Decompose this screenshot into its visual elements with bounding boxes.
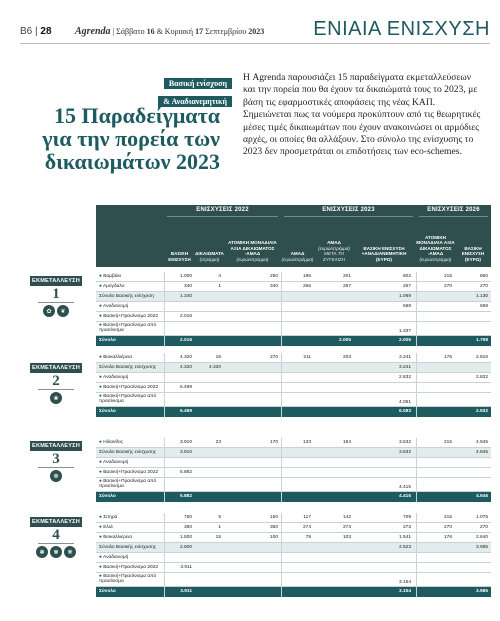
table-cell: 267 <box>402 284 411 289</box>
table-cell: 2.600 <box>179 545 192 550</box>
table-cell: 4.320 <box>208 365 221 370</box>
row-label-text: Ηλίανθος <box>103 440 123 445</box>
row-label <box>99 314 158 319</box>
farm-block <box>96 353 491 417</box>
table-cell: 270 <box>479 525 488 530</box>
row-label-text: Βασική+Πρασίνισμα 2022 <box>103 314 159 319</box>
row-label-text: Αναδιανομή <box>102 460 129 465</box>
bullet-icon: ● <box>99 394 104 399</box>
table-row <box>96 302 491 312</box>
column-divider <box>281 438 282 502</box>
row-label-text: Σύνολο <box>99 589 116 594</box>
row-label <box>99 284 124 289</box>
row-label-text: Σύνολο Βασικής ενίσχυση <box>99 294 154 299</box>
row-label <box>99 545 156 550</box>
table-cell: 215 <box>443 515 452 520</box>
table-cell: 3.911 <box>180 565 192 570</box>
row-label-text: Σιτηρά <box>103 515 118 520</box>
column-header-label: ΑΜΑΔ <box>290 251 305 257</box>
row-label-text: Αμύγδαλο <box>102 284 125 289</box>
farm-number: 4 <box>52 527 60 543</box>
row-label-text: Βαμβάκι <box>103 274 121 279</box>
table-cell: 5.882 <box>179 470 192 475</box>
table-cell: 1 <box>218 284 221 289</box>
row-label-text: Βιοκαλλιέρεια <box>103 355 132 360</box>
bullet-icon: ● <box>99 323 104 328</box>
column-header-label: ΑΤΟΜΙΚΗ ΜΟΝΑΔΙΑΙΑ ΑΞΙΑ ΔΙΚΑΙΩΜΑΤΟΣ -ΑΜΑΔ <box>416 234 455 257</box>
table-cell: 2.016 <box>179 314 192 319</box>
column-header <box>455 218 491 266</box>
table-cell: 3.154 <box>398 580 411 585</box>
table-cell: 16 <box>215 355 221 360</box>
column-header <box>354 218 414 266</box>
bullet-icon: ● <box>99 460 103 465</box>
table-cell: 3.241 <box>398 365 411 370</box>
table-cell: 340 <box>183 284 192 289</box>
total-row <box>96 336 491 346</box>
table-cell: 6.499 <box>179 385 192 390</box>
subtotal-row <box>96 448 491 458</box>
bullet-icon: ● <box>99 574 104 579</box>
row-label-text: Σύνολο Βασικής ενίσχυσης <box>99 545 157 550</box>
column-divider <box>416 513 417 597</box>
farm-label: ΕΚΜΕΤΑΛΛΕΥΣΗ <box>30 517 82 527</box>
bullet-icon: ● <box>99 385 104 390</box>
column-header-unit: (ευρώ/στρέμμα) <box>236 256 269 262</box>
table-row <box>96 438 491 448</box>
total-row <box>96 587 491 597</box>
column-divider <box>281 272 282 346</box>
section-title: ΕΝΙΑΙΑ ΕΝΙΣΧΥΣΗ <box>313 18 490 40</box>
table-cell: 273 <box>342 525 351 530</box>
row-label-text: Βασική+Πρασίνισμα 2022 <box>103 470 159 475</box>
table-cell: 1.130 <box>475 294 488 299</box>
row-label <box>99 323 179 333</box>
crop-icons <box>30 470 82 482</box>
table-cell: 78 <box>305 535 311 540</box>
table-row <box>96 393 491 407</box>
bullet-icon: ● <box>99 565 104 570</box>
row-label <box>99 470 158 475</box>
table-row <box>96 322 491 336</box>
table-cell: 350 <box>183 525 192 530</box>
row-label <box>99 565 158 570</box>
crop-icon: ❋ <box>64 546 76 558</box>
table-cell: 4.415 <box>398 494 411 499</box>
row-label <box>99 294 154 299</box>
bullet-icon: ● <box>99 515 104 520</box>
table-cell: 117 <box>303 515 311 520</box>
row-label-text: Αναδιανομή <box>102 304 129 309</box>
table-cell: 3.910 <box>179 450 192 455</box>
row-label <box>99 409 116 414</box>
row-label <box>99 515 117 520</box>
bullet-icon: ● <box>99 274 104 279</box>
table-cell: 1 <box>218 525 221 530</box>
table-cell: 270 <box>479 284 488 289</box>
table-cell: 3.532 <box>398 450 411 455</box>
article-lede: Η Agrenda παρουσιάζει 15 παραδείγματα εκμεταλλεύσεων και την πορεία που θα έχουν τα δικαιώματά τους το 2023, με βάση τις εφαρμοστικές αποφάσεις της νέας ΚΑΠ. Σημειώνεται πως τα νούμερα προκύπτουν από τις θεωρητικές μέσες τιμές δικαιωμάτων που έχουν ανακοινώσει οι αρμόδιες αρχές, οι οποίες θα αλλάξουν. Στο σύνολο της ενίσχυσης το 2023 δεν προσμετράται οι επιδοτήσεις των eco-schemes. <box>243 72 481 158</box>
table-cell: 4.051 <box>398 400 411 405</box>
table-cell: 2.832 <box>475 375 488 380</box>
column-header <box>224 218 281 266</box>
table-row <box>96 478 491 492</box>
row-label <box>99 460 128 465</box>
bullet-icon: ● <box>99 314 104 319</box>
farm-label: ΕΚΜΕΤΑΛΛΕΥΣΗ <box>30 441 82 451</box>
row-label <box>99 274 121 279</box>
group-divider <box>284 216 413 217</box>
table-cell: 170 <box>269 440 278 445</box>
row-label <box>99 555 128 560</box>
table-cell: 2.640 <box>475 535 488 540</box>
table-cell: 274 <box>302 525 311 530</box>
total-row <box>96 407 491 417</box>
column-header-label: ΑΜΑΔ <box>327 240 341 246</box>
table-cell: 142 <box>342 515 351 520</box>
crop-icons <box>30 305 82 317</box>
table-cell: 133 <box>302 440 311 445</box>
table-cell: 150 <box>269 515 278 520</box>
row-label-text: Σύνολο <box>99 494 116 499</box>
farm-badge <box>30 517 82 558</box>
group-divider <box>419 216 488 217</box>
table-cell: 211 <box>303 355 311 360</box>
row-label-text: Σύνολο Βασικής ενίσχυσης <box>99 365 157 370</box>
column-group-header: ΕΝΙΣΧΥΣΕΙΣ 2022 <box>196 207 249 213</box>
table-cell: 203 <box>342 355 351 360</box>
table-cell: 100 <box>269 535 278 540</box>
table-row <box>96 458 491 468</box>
table-cell: 3.154 <box>398 589 411 594</box>
bullet-icon: ● <box>99 284 103 289</box>
table-row <box>96 383 491 393</box>
table-cell: 4.945 <box>475 440 488 445</box>
row-label-text: Βιοκαλλιέρεια <box>103 535 132 540</box>
row-label-text: Βασική+Πρασίνισμα από πρασίνισμα <box>99 479 157 490</box>
badge-divider <box>38 467 74 468</box>
column-divider <box>164 513 165 597</box>
table-cell: 4.945 <box>475 450 488 455</box>
table-header <box>96 205 491 267</box>
row-label <box>99 375 128 380</box>
table-cell: 709 <box>402 515 411 520</box>
farm-number: 3 <box>52 451 60 467</box>
table-cell: 2.932 <box>475 409 488 414</box>
table-cell: 350 <box>269 525 278 530</box>
row-label-text: Βασική+Πρασίνισμα από πρασίνισμα <box>99 574 157 585</box>
column-header-label: ΒΑΣΙΚΗ ΕΝΙΣΧΥΣΗ <box>168 251 191 262</box>
table-cell: 201 <box>342 274 351 279</box>
row-label <box>99 535 132 540</box>
row-label-text: Σύνολο <box>99 409 116 414</box>
table-cell: 3.532 <box>398 440 411 445</box>
row-label-text: Βασική+Πρασίνισμα 2022 <box>103 385 159 390</box>
table-row <box>96 513 491 523</box>
row-label-text: Σύνολο Βασικής ενίσχυσης <box>99 450 157 455</box>
table-cell: 2.005 <box>398 338 411 343</box>
column-header <box>416 218 455 266</box>
table-row <box>96 563 491 573</box>
row-label <box>99 385 158 390</box>
table-cell: 668 <box>479 304 488 309</box>
table-cell: 1.541 <box>398 535 411 540</box>
table-row <box>96 353 491 363</box>
page-header <box>20 8 490 44</box>
farm-block <box>96 438 491 502</box>
page-number: B6 | 28 <box>20 26 52 37</box>
bullet-icon: ● <box>99 470 104 475</box>
column-divider <box>416 272 417 346</box>
column-divider <box>281 513 282 597</box>
table-cell: 1.000 <box>179 274 192 279</box>
crop-icon: ❁ <box>50 470 62 482</box>
table-cell: 270 <box>443 525 452 530</box>
farm-badge <box>30 363 82 404</box>
table-cell: 1.798 <box>475 338 488 343</box>
table-cell: 176 <box>443 535 452 540</box>
table-cell: 340 <box>269 284 278 289</box>
table-row <box>96 533 491 543</box>
table-cell: 6.083 <box>398 409 411 414</box>
column-header <box>164 218 195 266</box>
table-cell: 266 <box>302 284 311 289</box>
column-divider <box>164 272 165 346</box>
column-header-label: ΔΙΚΑΙΩΜΑΤΑ <box>195 251 224 257</box>
table-row <box>96 468 491 478</box>
table-cell: 2.832 <box>398 375 411 380</box>
row-label <box>99 365 156 370</box>
table-cell: 3.911 <box>180 589 192 594</box>
row-label-text: Αναδιανομή <box>102 555 129 560</box>
crop-icon: ❦ <box>57 305 69 317</box>
table-cell: 215 <box>443 274 452 279</box>
column-header-unit: (στρέμμα) <box>199 256 220 262</box>
column-divider <box>416 438 417 502</box>
table-cell: 1.500 <box>179 535 192 540</box>
subtotal-row <box>96 363 491 373</box>
table-row <box>96 373 491 383</box>
table-cell: 1.075 <box>475 515 488 520</box>
table-cell: 2.005 <box>338 338 351 343</box>
bullet-icon: ● <box>99 555 103 560</box>
row-label <box>99 525 113 530</box>
bullet-icon: ● <box>99 304 103 309</box>
crop-icons <box>30 546 82 558</box>
table-cell: 3.910 <box>179 440 192 445</box>
row-label <box>99 394 179 404</box>
table-cell: 1.069 <box>398 294 411 299</box>
table-cell: 802 <box>402 274 411 279</box>
farm-block <box>96 272 491 346</box>
column-group-header: ΕΝΙΣΧΥΣΕΙΣ 2026 <box>427 207 480 213</box>
crop-icons <box>30 392 82 404</box>
total-row <box>96 492 491 502</box>
crop-icon: ✾ <box>50 546 62 558</box>
column-header-label: ΑΤΟΜΙΚΗ ΜΟΝΑΔΙΑΙΑ ΑΞΙΑ ΔΙΚΑΙΩΜΑΤΟΣ -ΑΜΑΔ <box>228 240 277 257</box>
bullet-icon: ● <box>99 525 104 530</box>
table-cell: 4.320 <box>179 365 192 370</box>
table-cell: 2.523 <box>398 545 411 550</box>
table-cell: 668 <box>402 304 411 309</box>
table-cell: 3.985 <box>475 589 488 594</box>
subtotal-row <box>96 543 491 553</box>
group-divider <box>167 216 278 217</box>
column-header-unit: (ευρώ/στρέμμα) ΜΕΤΑ ΤΗ ΣΥΓΚΛΙΣΗ <box>318 245 350 262</box>
column-header <box>281 218 314 266</box>
issue-date-line: Agrenda | Σάββατο 16 & Κυριακή 17 Σεπτεμβρίου 2023 <box>75 26 265 37</box>
row-label <box>99 574 179 584</box>
row-label-text: Βασική+Πρασίνισμα από πρασίνισμα <box>99 323 157 334</box>
farm-badge <box>30 276 82 317</box>
table-cell: 273 <box>402 525 411 530</box>
table-cell: 23 <box>215 440 221 445</box>
farm-block <box>96 513 491 597</box>
table-cell: 4.415 <box>398 485 411 490</box>
row-label-text: Ελιά <box>103 525 113 530</box>
column-header-unit: (ευρώ/στρέμμα) <box>281 256 314 262</box>
bullet-icon: ● <box>99 440 104 445</box>
crop-icon: ❀ <box>50 392 62 404</box>
column-header <box>314 218 354 266</box>
table-cell: 2.816 <box>475 355 488 360</box>
bullet-icon: ● <box>99 479 104 484</box>
column-divider <box>416 353 417 417</box>
table-cell: 154 <box>342 440 351 445</box>
bullet-icon: ● <box>99 375 103 380</box>
table-row <box>96 573 491 587</box>
table-row <box>96 553 491 563</box>
farm-number: 1 <box>52 286 60 302</box>
row-label-text: Αναδιανομή <box>102 375 129 380</box>
row-label <box>99 494 116 499</box>
row-label-text: Βασική+Πρασίνισμα 2022 <box>103 565 159 570</box>
table-row <box>96 312 491 322</box>
column-divider <box>164 438 165 502</box>
badge-divider <box>38 302 74 303</box>
article-title: 15 Παραδείγματα για την πορεία των δικαιωμάτων 2023 <box>42 103 220 174</box>
table-cell: 6.499 <box>179 409 192 414</box>
farm-label: ΕΚΜΕΤΑΛΛΕΥΣΗ <box>30 363 82 373</box>
row-label <box>99 355 132 360</box>
column-header <box>195 218 224 266</box>
table-cell: 267 <box>342 284 351 289</box>
table-cell: 5 <box>218 515 221 520</box>
table-cell: 860 <box>479 274 488 279</box>
table-cell: 270 <box>443 284 452 289</box>
subtotal-row <box>96 292 491 302</box>
table-cell: 4.320 <box>179 355 192 360</box>
row-label <box>99 304 128 309</box>
table-row <box>96 282 491 292</box>
table-cell: 4 <box>218 274 221 279</box>
badge-divider <box>38 389 74 390</box>
row-label-text: Βασική+Πρασίνισμα από πρασίνισμα <box>99 394 157 405</box>
table-cell: 176 <box>443 355 452 360</box>
row-label <box>99 338 116 343</box>
badge-divider <box>38 543 74 544</box>
column-header-unit: (ευρώ/στρέμμα) <box>419 256 452 262</box>
topic-tag: Βασική ενίσχυση <box>164 78 232 89</box>
bullet-icon: ● <box>99 535 104 540</box>
farm-number: 2 <box>52 373 60 389</box>
table-cell: 270 <box>269 355 278 360</box>
table-cell: 215 <box>443 440 452 445</box>
farm-label: ΕΚΜΕΤΑΛΛΕΥΣΗ <box>30 276 82 286</box>
table-cell: 1.340 <box>179 294 192 299</box>
table-cell: 196 <box>302 274 311 279</box>
table-row <box>96 523 491 533</box>
column-header-label: ΒΑΣΙΚΗ ΕΝΙΣΧΥΣΗ +ΑΝΑΔΙΑΝΕΜΗΤΙΚΗ (ΕΥΡΩ) <box>361 245 407 262</box>
table-row <box>96 272 491 282</box>
column-header-label: ΒΑΣΙΚΗ ΕΝΙΣΧΥΣΗ (ΕΥΡΩ) <box>461 245 485 262</box>
bullet-icon: ● <box>99 355 104 360</box>
table-cell: 250 <box>269 274 278 279</box>
crop-icon: ✿ <box>43 305 55 317</box>
column-divider <box>164 353 165 417</box>
table-cell: 3.985 <box>475 545 488 550</box>
column-divider <box>281 353 282 417</box>
table-cell: 4.945 <box>475 494 488 499</box>
row-label-text: Σύνολο <box>99 338 116 343</box>
table-cell: 750 <box>183 515 192 520</box>
row-label <box>99 440 123 445</box>
table-cell: 15 <box>215 535 221 540</box>
column-group-header: ΕΝΙΣΧΥΣΕΙΣ 2023 <box>322 207 375 213</box>
crop-icon: ❃ <box>36 546 48 558</box>
row-label <box>99 479 179 489</box>
table-cell: 103 <box>342 535 351 540</box>
row-label <box>99 589 116 594</box>
farm-badge <box>30 441 82 482</box>
table-cell: 3.241 <box>398 355 411 360</box>
table-cell: 1.337 <box>398 329 411 334</box>
table-cell: 5.882 <box>179 494 192 499</box>
row-label <box>99 450 156 455</box>
table-cell: 2.016 <box>179 338 192 343</box>
topic-tag: & Αναδιανεμητική <box>158 96 232 107</box>
